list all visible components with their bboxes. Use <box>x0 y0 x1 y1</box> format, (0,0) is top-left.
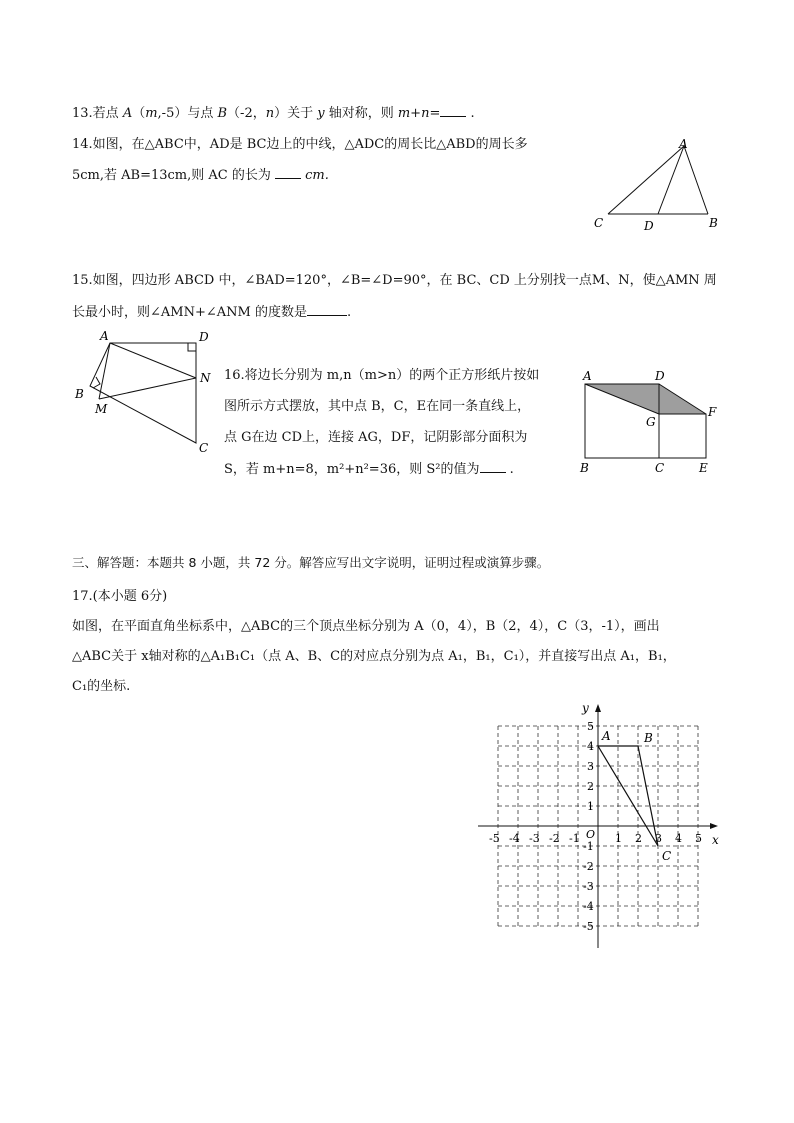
q14-label-d: D <box>644 219 654 233</box>
q16-label-f: F <box>708 405 717 419</box>
q16-text: S，若 m+n=8，m²+n²=36，则 S²的值为 <box>224 462 480 477</box>
q13-point-b: B <box>217 106 228 121</box>
q17-x-axis-label: x <box>712 833 719 847</box>
q15-right-angle-d <box>188 343 196 351</box>
q15-segment-am <box>99 343 110 399</box>
point-label-a: A <box>602 729 611 743</box>
question-15-line2 <box>72 303 351 322</box>
y-tick-label: -2 <box>583 860 594 873</box>
q14-side-ab <box>684 146 708 214</box>
q13-text: = <box>429 106 441 121</box>
q16-label-d: D <box>655 369 665 383</box>
q16-label-g: G <box>646 415 656 429</box>
question-17-line3: C₁的坐标. <box>72 679 131 694</box>
x-tick-label: 4 <box>675 832 682 845</box>
q13-text: ）关于 <box>274 106 318 121</box>
q15-label-c: C <box>199 441 209 455</box>
q15-quad-abcd <box>90 343 196 443</box>
q15-segment-an <box>110 343 196 378</box>
section-3-title: 三、解答题：本题共 8 小题，共 72 分。解答应写出文字说明，证明过程或演算步骤。 <box>72 555 550 570</box>
x-tick-label: -3 <box>529 832 540 845</box>
q17-origin-label: O <box>586 828 596 841</box>
question-16-line3: 点 G在边 CD上，连接 AG，DF，记阴影部分面积为 <box>224 430 528 445</box>
q14-answer-blank[interactable] <box>275 166 301 179</box>
q15-text: . <box>346 305 352 320</box>
question-16-line2: 图所示方式摆放，其中点 B，C，E在同一条直线上， <box>224 399 531 414</box>
x-tick-label: 3 <box>655 832 662 845</box>
triangle-abc-outline <box>598 746 658 846</box>
y-tick-label: 3 <box>587 760 594 773</box>
q14-label-b: B <box>709 216 718 230</box>
q16-label-a: A <box>583 369 592 383</box>
question-13 <box>72 104 475 123</box>
q15-label-m: M <box>95 402 108 416</box>
q13-text: 13.若点 <box>72 106 123 121</box>
q15-label-a: A <box>100 329 109 343</box>
question-17-line2: △ABC关于 x轴对称的△A₁B₁C₁（点 A、B、C的对应点分别为点 A₁，B₁，C₁），并直接写出点 A₁，B₁， <box>72 649 676 664</box>
q15-label-d: D <box>199 330 209 344</box>
q14-triangle-figure <box>588 134 728 236</box>
y-tick-label: 4 <box>587 740 594 753</box>
q16-small-square <box>659 414 706 458</box>
q14-side-ca <box>608 146 684 214</box>
question-16-line4 <box>224 460 514 479</box>
q16-text: . <box>505 462 514 477</box>
q13-text: 轴对称，则 <box>324 106 398 121</box>
q13-var-n: n <box>265 106 275 121</box>
question-14-line2 <box>72 166 329 185</box>
question-17-heading: 17.(本小题 6分) <box>72 589 168 604</box>
q16-label-b: B <box>580 461 589 475</box>
q14-median-ad <box>658 146 684 214</box>
q15-segment-mn <box>99 378 196 399</box>
x-axis-arrow <box>710 823 718 829</box>
q16-answer-blank[interactable] <box>480 460 506 473</box>
y-tick-label: -1 <box>583 840 594 853</box>
q13-text: （-2， <box>227 106 266 121</box>
question-16-line1: 16.将边长分别为 m,n（m>n）的两个正方形纸片按如 <box>224 368 540 383</box>
y-tick-label: -3 <box>583 880 594 893</box>
q15-right-angle-b <box>93 377 100 388</box>
q15-text: 长最小时，则∠AMN+∠ANM 的度数是 <box>72 305 307 320</box>
q13-text: . <box>466 106 475 121</box>
point-label-c: C <box>662 849 672 863</box>
q13-answer-blank[interactable] <box>440 104 466 117</box>
q14-label-c: C <box>594 216 604 230</box>
x-tick-label: -1 <box>569 832 580 845</box>
q17-axes <box>478 704 718 948</box>
q17-coordinate-grid <box>476 698 728 950</box>
q16-label-c: C <box>655 461 665 475</box>
point-label-b: B <box>644 731 653 745</box>
q16-label-e: E <box>699 461 708 475</box>
q15-label-n: N <box>200 371 211 385</box>
q14-text: 5cm,若 AB=13cm,则 AC 的长为 <box>72 168 275 183</box>
x-tick-label: 5 <box>695 832 702 845</box>
q14-text: cm. <box>301 168 329 183</box>
question-14-line1: 14.如图，在△ABC中，AD是 BC边上的中线，△ADC的周长比△ABD的周长多 <box>72 137 528 152</box>
question-17-line1: 如图，在平面直角坐标系中，△ABC的三个顶点坐标分别为 A（0，4），B（2，4），C（3，-1），画出 <box>72 619 660 634</box>
q13-point-a: A <box>122 106 133 121</box>
q16-squares-figure <box>575 364 725 480</box>
x-tick-label: -5 <box>489 832 500 845</box>
q13-text: （ <box>132 106 146 121</box>
y-tick-label: -5 <box>583 920 594 933</box>
x-tick-label: 2 <box>635 832 642 845</box>
y-tick-label: 5 <box>587 720 594 733</box>
x-tick-label: -4 <box>509 832 520 845</box>
q15-label-b: B <box>75 387 84 401</box>
q13-text: ,-5）与点 <box>157 106 218 121</box>
y-axis-arrow <box>595 704 601 712</box>
y-tick-label: 2 <box>587 780 594 793</box>
y-tick-label: 1 <box>587 800 594 813</box>
q14-label-a: A <box>679 137 688 151</box>
q13-var-m: m <box>145 106 158 121</box>
x-tick-label: 1 <box>615 832 622 845</box>
q17-y-axis-label: y <box>582 701 589 715</box>
question-15-line1: 15.如图，四边形 ABCD 中，∠BAD=120°，∠B=∠D=90°，在 BC、CD 上分别找一点M、N，使△AMN 周 <box>72 273 717 288</box>
q15-quadrilateral-figure <box>70 328 220 456</box>
y-tick-label: -4 <box>583 900 594 913</box>
q13-axis-y: y <box>317 106 325 121</box>
x-tick-label: -2 <box>549 832 560 845</box>
q13-expression: m+n <box>397 106 430 121</box>
q15-answer-blank[interactable] <box>307 303 347 316</box>
